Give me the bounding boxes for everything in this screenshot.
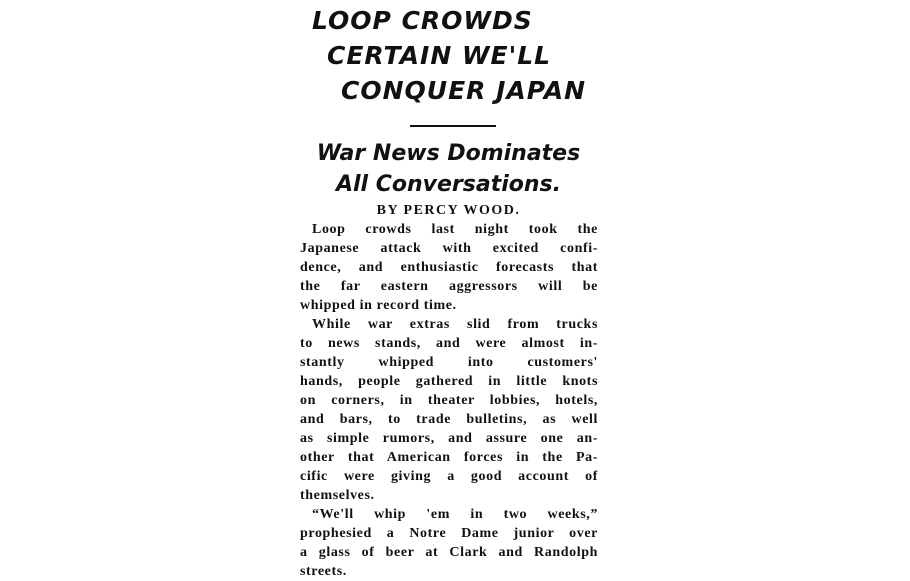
headline-divider: [410, 125, 496, 127]
byline: BY PERCY WOOD.: [376, 203, 521, 218]
paragraph-1: [300, 220, 598, 315]
paragraph-line: other that American forces in the Pa-: [300, 450, 598, 465]
paragraph-line: dence, and enthusiastic forecasts that: [300, 260, 598, 275]
subheadline: [300, 138, 597, 200]
paragraph-line: cific were giving a good account of: [300, 469, 598, 484]
paragraph-line: themselves.: [300, 488, 375, 503]
headline-line-3: CONQUER JAPAN: [341, 76, 587, 105]
paragraph-line: hands, people gathered in little knots: [300, 374, 598, 389]
paragraph-line: a glass of beer at Clark and Randolph: [300, 545, 598, 560]
paragraph-line: streets.: [300, 564, 347, 579]
paragraph-line: stantly whipped into customers': [300, 355, 598, 370]
subheadline-line-2: All Conversations.: [335, 172, 562, 197]
paragraph-line: Japanese attack with excited confi-: [300, 241, 598, 256]
paragraph-line: “We'll whip 'em in two weeks,”: [312, 507, 598, 522]
paragraph-line: Loop crowds last night took the: [312, 222, 598, 237]
headline-line-2: CERTAIN WE'LL: [327, 41, 552, 70]
paragraph-line: to news stands, and were almost in-: [300, 336, 598, 351]
headline: [300, 0, 610, 108]
article-body: [300, 220, 598, 581]
paragraph-line: While war extras slid from trucks: [312, 317, 598, 332]
paragraph-line: the far eastern aggressors will be: [300, 279, 598, 294]
paragraph-line: prophesied a Notre Dame junior over: [300, 526, 598, 541]
paragraph-3: [300, 505, 598, 581]
subheadline-line-1: War News Dominates: [316, 141, 581, 166]
headline-line-1: LOOP CROWDS: [312, 6, 533, 35]
paragraph-2: [300, 315, 598, 505]
paragraph-line: and bars, to trade bulletins, as well: [300, 412, 598, 427]
newspaper-clipping: [300, 0, 610, 579]
paragraph-line: on corners, in theater lobbies, hotels,: [300, 393, 598, 408]
paragraph-line: whipped in record time.: [300, 298, 457, 313]
paragraph-line: as simple rumors, and assure one an-: [300, 431, 598, 446]
